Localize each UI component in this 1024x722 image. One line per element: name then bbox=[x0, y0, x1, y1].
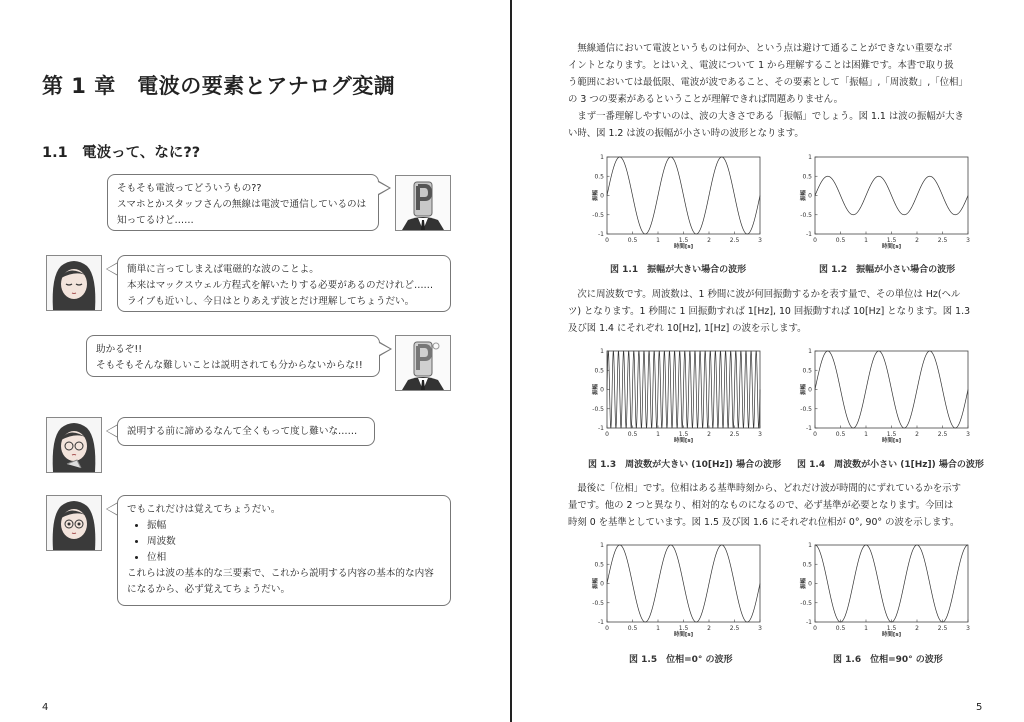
y-tick-label: -1 bbox=[598, 425, 604, 432]
y-tick-label: 0 bbox=[808, 192, 812, 200]
paragraph bbox=[568, 286, 998, 337]
x-tick-label: 3 bbox=[966, 625, 970, 632]
dialogue-line: スマホとかスタッフさんの無線は電波で通信しているのは bbox=[117, 199, 367, 210]
x-tick-label: 2.5 bbox=[937, 237, 948, 244]
y-axis-label: 振幅 bbox=[593, 189, 599, 202]
x-tick-label: 0.5 bbox=[835, 431, 846, 438]
speech-bubble bbox=[107, 174, 379, 231]
dialogue-line: になるから、必ず覚えてちょうだい。 bbox=[127, 584, 291, 595]
y-tick-label: -1 bbox=[598, 231, 604, 238]
x-tick-label: 1 bbox=[656, 237, 660, 244]
right-page bbox=[512, 0, 1024, 722]
x-tick-label: 1 bbox=[864, 431, 868, 438]
y-axis-label: 振幅 bbox=[801, 577, 807, 590]
x-tick-label: 1 bbox=[864, 625, 868, 632]
text-line: 無線通信において電波というものは何か、という点は避けて通ることができない重要なポ bbox=[568, 43, 953, 54]
speech-bubble bbox=[117, 417, 375, 446]
dialogue-line: そもそも電波ってどういうもの?? bbox=[117, 183, 262, 194]
waveform-plot bbox=[802, 538, 974, 646]
y-tick-label: 0 bbox=[808, 580, 812, 588]
x-tick-label: 1.5 bbox=[678, 625, 689, 632]
x-tick-label: 0.5 bbox=[835, 237, 846, 244]
x-tick-label: 1.5 bbox=[886, 625, 897, 632]
x-tick-label: 0 bbox=[605, 625, 609, 632]
p-mascot-avatar bbox=[395, 335, 451, 391]
figure-caption: 図 1.3 周波数が大きい (10[Hz]) 場合の波形 bbox=[588, 460, 782, 470]
y-tick-label: -1 bbox=[598, 619, 604, 626]
dialogue-line: 本来はマックスウェル方程式を解いたりする必要があるのだけれど…… bbox=[127, 280, 434, 291]
dialogue-line: 簡単に言ってしまえば電磁的な波のことよ。 bbox=[127, 264, 319, 275]
y-axis-label: 振幅 bbox=[801, 383, 807, 396]
text-line: の 3 つの要素があるということが理解できれば問題ありません。 bbox=[568, 94, 843, 105]
waveform-plot bbox=[594, 344, 766, 452]
figure-caption: 図 1.5 位相=0° の波形 bbox=[629, 655, 733, 665]
plot-frame bbox=[815, 545, 968, 622]
y-tick-label: 0.5 bbox=[594, 367, 604, 375]
speech-bubble bbox=[86, 335, 380, 377]
waveform-figure bbox=[802, 344, 974, 456]
x-axis-label: 時間[s] bbox=[673, 244, 694, 250]
text-line: まず一番理解しやすいのは、波の大きさである「振幅」でしょう。図 1.1 は波の振幅が大き bbox=[568, 111, 964, 122]
x-tick-label: 1.5 bbox=[678, 237, 689, 244]
x-tick-label: 1 bbox=[864, 237, 868, 244]
y-axis-label: 振幅 bbox=[801, 189, 807, 202]
figure-caption: 図 1.4 周波数が小さい (1[Hz]) 場合の波形 bbox=[797, 460, 984, 470]
text-line: 量です。他の 2 つと異なり、相対的なものになるので、必ず基準が必要となります。今回は bbox=[568, 500, 954, 511]
y-tick-label: 0.5 bbox=[802, 367, 812, 375]
speech-bubble bbox=[117, 495, 451, 606]
y-tick-label: 0.5 bbox=[594, 173, 604, 181]
x-axis-label: 時間[s] bbox=[881, 438, 902, 444]
y-tick-label: 0.5 bbox=[802, 561, 812, 569]
page-number: 5 bbox=[976, 702, 983, 713]
x-tick-label: 0 bbox=[813, 431, 817, 438]
y-tick-label: 1 bbox=[600, 542, 604, 549]
x-tick-label: 2 bbox=[915, 625, 919, 632]
left-page bbox=[0, 0, 510, 722]
girl-avatar bbox=[46, 255, 102, 311]
x-tick-label: 1 bbox=[656, 431, 660, 438]
x-tick-label: 3 bbox=[966, 237, 970, 244]
p-mascot-avatar bbox=[395, 175, 451, 231]
page-number: 4 bbox=[42, 702, 49, 713]
y-tick-label: 1 bbox=[808, 542, 812, 549]
dialogue-line: 知ってるけど…… bbox=[117, 215, 194, 226]
waveform-plot bbox=[594, 150, 766, 258]
y-tick-label: 0 bbox=[600, 192, 604, 200]
y-tick-label: 1 bbox=[600, 154, 604, 161]
section-title: 1.1 電波って、なに?? bbox=[42, 145, 201, 161]
girl-avatar bbox=[46, 417, 102, 473]
waveform-figure bbox=[594, 150, 766, 262]
speech-tail bbox=[380, 342, 392, 356]
text-line: い時、図 1.2 は波の振幅が小さい時の波形となります。 bbox=[568, 128, 804, 139]
x-axis-label: 時間[s] bbox=[673, 632, 694, 638]
y-tick-label: -1 bbox=[806, 619, 812, 626]
x-tick-label: 0.5 bbox=[835, 625, 846, 632]
dialogue-line: これらは波の基本的な三要素で、これから説明する内容の基本的な内容 bbox=[127, 568, 434, 579]
y-tick-label: -0.5 bbox=[800, 211, 812, 219]
x-tick-label: 3 bbox=[758, 625, 762, 632]
waveform-figure bbox=[594, 344, 766, 456]
x-tick-label: 2.5 bbox=[937, 431, 948, 438]
text-line: う範囲においては最低限、電波が波であること、その要素として「振幅」,「周波数」,「位相」 bbox=[568, 77, 968, 88]
y-tick-label: -0.5 bbox=[800, 599, 812, 607]
y-tick-label: -0.5 bbox=[800, 405, 812, 413]
x-axis-label: 時間[s] bbox=[881, 632, 902, 638]
bullet-item: • 周波数 bbox=[147, 534, 441, 550]
girl-avatar bbox=[46, 495, 102, 551]
x-tick-label: 1.5 bbox=[886, 237, 897, 244]
girl-face-icon bbox=[47, 256, 101, 310]
waveform-figure bbox=[802, 150, 974, 262]
y-tick-label: 0 bbox=[600, 580, 604, 588]
waveform-plot bbox=[802, 344, 974, 452]
figure-caption: 図 1.6 位相=90° の波形 bbox=[833, 655, 943, 665]
dialogue-line: 助かるぞ!! bbox=[96, 344, 143, 355]
x-tick-label: 2.5 bbox=[729, 237, 740, 244]
x-tick-label: 2.5 bbox=[729, 625, 740, 632]
dialogue-line: そもそもそんな難しいことは説明されても分からないからな!! bbox=[96, 360, 363, 371]
x-axis-label: 時間[s] bbox=[673, 438, 694, 444]
y-tick-label: 0 bbox=[600, 386, 604, 394]
text-line: ツ) となります。1 秒間に 1 回振動すれば 1[Hz], 10 回振動すれば 10[Hz] となります。図 1.3 bbox=[568, 306, 971, 317]
x-tick-label: 2.5 bbox=[937, 625, 948, 632]
x-tick-label: 2 bbox=[707, 431, 711, 438]
y-tick-label: -0.5 bbox=[592, 405, 604, 413]
figure-caption: 図 1.1 振幅が大きい場合の波形 bbox=[610, 265, 747, 275]
y-tick-label: 1 bbox=[600, 348, 604, 355]
text-line: 次に周波数です。周波数は、1 秒間に波が何回振動するかを表す量で、その単位は Hz(ヘル bbox=[568, 289, 961, 300]
girl-face-icon bbox=[47, 418, 101, 472]
y-tick-label: -0.5 bbox=[592, 211, 604, 219]
waveform-figure bbox=[594, 538, 766, 650]
bullet-item: • 振幅 bbox=[147, 518, 441, 534]
text-line: 最後に「位相」です。位相はある基準時刻から、どれだけ波が時間的にずれているかを示す bbox=[568, 483, 962, 494]
girl-face-icon bbox=[47, 496, 101, 550]
x-tick-label: 0 bbox=[605, 431, 609, 438]
bullet-list bbox=[127, 518, 441, 566]
y-tick-label: 1 bbox=[808, 154, 812, 161]
x-tick-label: 2 bbox=[915, 237, 919, 244]
dialogue-line: 説明する前に諦めるなんて全くもって度し難いな…… bbox=[127, 426, 358, 437]
x-tick-label: 2 bbox=[707, 237, 711, 244]
figure-caption: 図 1.2 振幅が小さい場合の波形 bbox=[819, 265, 956, 275]
chapter-title: 第 1 章 電波の要素とアナログ変調 bbox=[42, 74, 396, 98]
text-line: 時刻 0 を基準としています。図 1.5 及び図 1.6 にそれぞれ位相が 0°, 90° の波を示します。 bbox=[568, 517, 960, 528]
x-tick-label: 0.5 bbox=[627, 625, 638, 632]
waveform-plot bbox=[802, 150, 974, 258]
dialogue-line: ライブも近いし、今日はとりあえず波とだけ理解してちょうだい。 bbox=[127, 296, 415, 307]
x-tick-label: 3 bbox=[758, 237, 762, 244]
x-tick-label: 0 bbox=[813, 237, 817, 244]
x-tick-label: 2 bbox=[915, 431, 919, 438]
x-tick-label: 3 bbox=[758, 431, 762, 438]
text-line: イントとなります。とはいえ、電波について 1 から理解することは困難です。本書で取り扱 bbox=[568, 60, 954, 71]
x-tick-label: 1.5 bbox=[678, 431, 689, 438]
x-tick-label: 0 bbox=[813, 625, 817, 632]
x-tick-label: 0 bbox=[605, 237, 609, 244]
waveform-figure bbox=[802, 538, 974, 650]
p-mascot-icon bbox=[396, 176, 450, 230]
y-tick-label: 0.5 bbox=[594, 561, 604, 569]
waveform-plot bbox=[594, 538, 766, 646]
y-tick-label: -1 bbox=[806, 425, 812, 432]
y-tick-label: 0 bbox=[808, 386, 812, 394]
bullet-item: • 位相 bbox=[147, 550, 441, 566]
paragraph bbox=[568, 480, 998, 531]
speech-tail bbox=[379, 181, 391, 195]
p-mascot-icon bbox=[396, 336, 450, 390]
x-tick-label: 0.5 bbox=[627, 237, 638, 244]
y-tick-label: -1 bbox=[806, 231, 812, 238]
y-axis-label: 振幅 bbox=[593, 577, 599, 590]
x-tick-label: 2.5 bbox=[729, 431, 740, 438]
y-axis-label: 振幅 bbox=[593, 383, 599, 396]
dialogue-line: でもこれだけは覚えてちょうだい。 bbox=[127, 504, 281, 515]
x-tick-label: 2 bbox=[707, 625, 711, 632]
x-tick-label: 1 bbox=[656, 625, 660, 632]
y-tick-label: 0.5 bbox=[802, 173, 812, 181]
text-line: 及び図 1.4 にそれぞれ 10[Hz], 1[Hz] の波を示します。 bbox=[568, 323, 807, 334]
y-tick-label: -0.5 bbox=[592, 599, 604, 607]
x-axis-label: 時間[s] bbox=[881, 244, 902, 250]
x-tick-label: 0.5 bbox=[627, 431, 638, 438]
y-tick-label: 1 bbox=[808, 348, 812, 355]
paragraph bbox=[568, 40, 998, 142]
speech-bubble bbox=[117, 255, 451, 312]
x-tick-label: 1.5 bbox=[886, 431, 897, 438]
x-tick-label: 3 bbox=[966, 431, 970, 438]
